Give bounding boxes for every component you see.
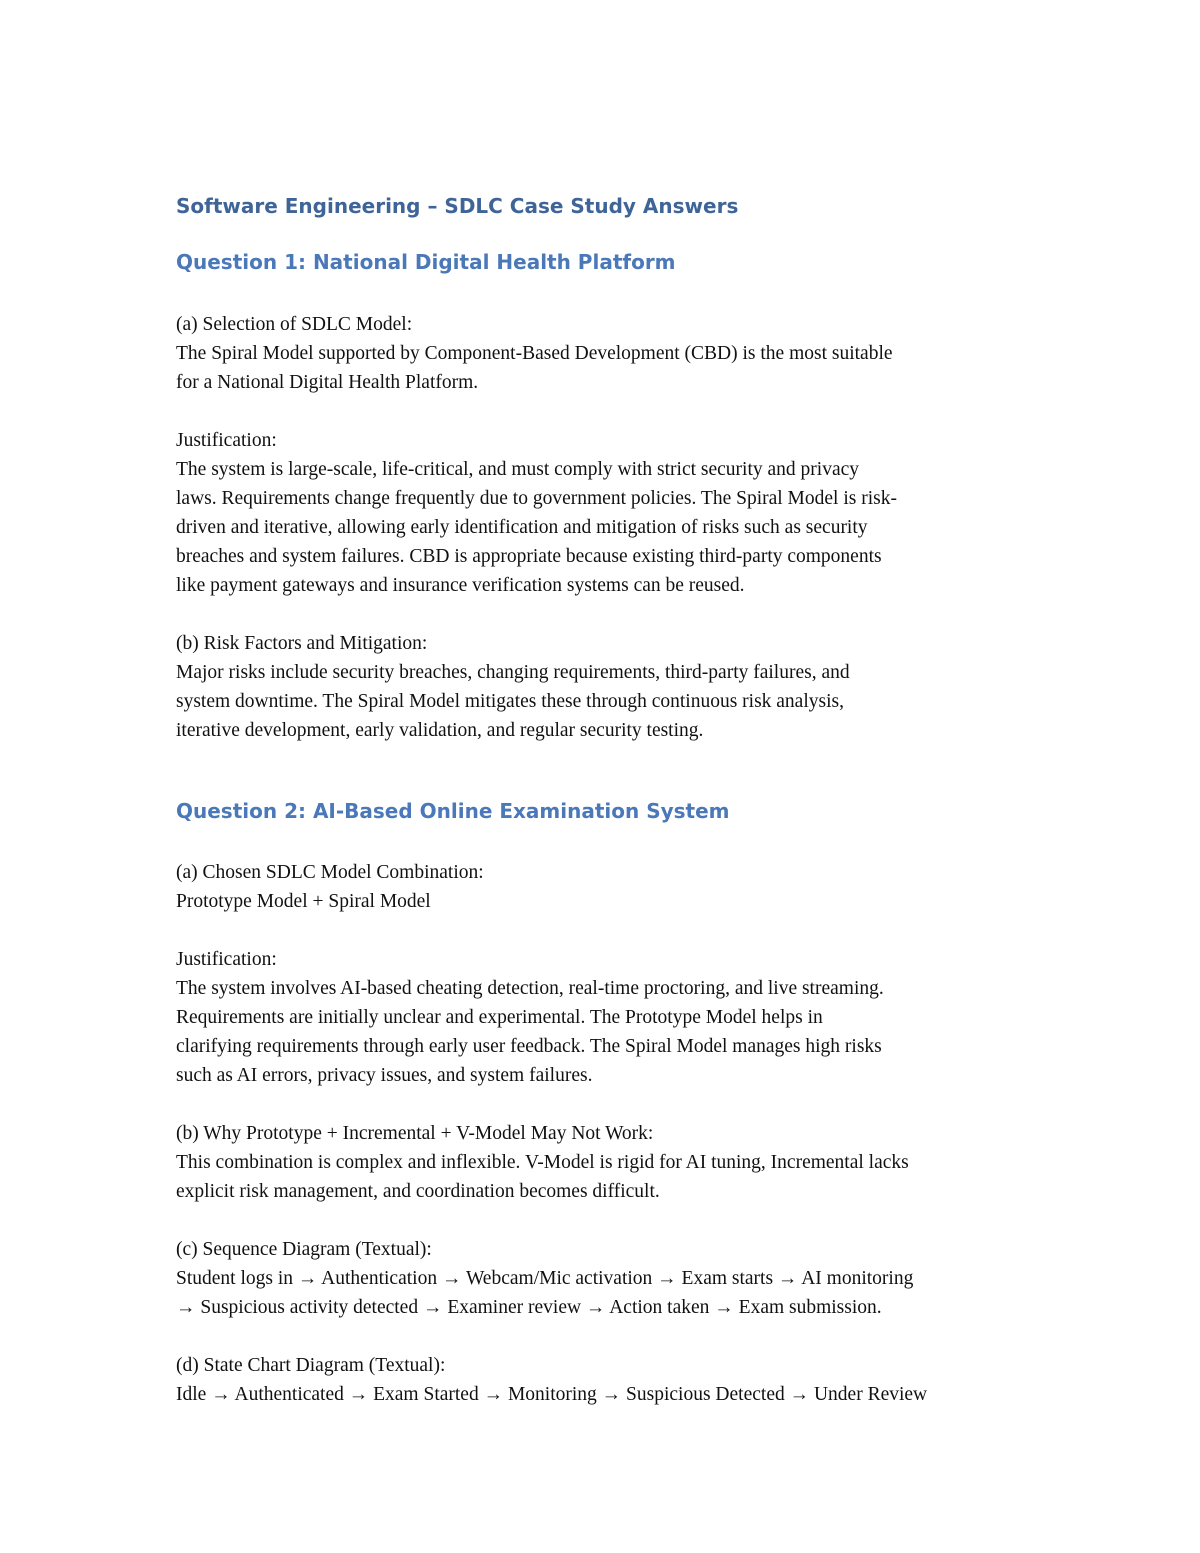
q1-justification-line: driven and iterative, allowing early identification and mitigation of risks such as security: [176, 517, 868, 538]
q1-a-line: The Spiral Model supported by Component-Based Development (CBD) is the most suitable: [176, 343, 893, 364]
q1-justification-line: like payment gateways and insurance verification systems can be reused.: [176, 575, 745, 596]
q2-justification-line: The system involves AI-based cheating detection, real-time proctoring, and live streaming.: [176, 978, 884, 999]
q2-a-label: (a) Chosen SDLC Model Combination:: [176, 862, 484, 883]
q2-heading: Question 2: AI-Based Online Examination System: [176, 799, 730, 823]
q2-c-line: → Suspicious activity detected → Examiner review → Action taken → Exam submission.: [176, 1297, 882, 1318]
q2-b-line: explicit risk management, and coordination becomes difficult.: [176, 1181, 660, 1202]
q1-justification-line: The system is large-scale, life-critical, and must comply with strict security and privacy: [176, 459, 860, 480]
q2-d-line: Idle → Authenticated → Exam Started → Monitoring → Suspicious Detected → Under Review: [176, 1384, 928, 1405]
q2-c-label: (c) Sequence Diagram (Textual):: [176, 1239, 432, 1260]
q2-d-label: (d) State Chart Diagram (Textual):: [176, 1355, 446, 1376]
q1-b-line: Major risks include security breaches, changing requirements, third-party failures, and: [176, 662, 850, 683]
q1-b-line: system downtime. The Spiral Model mitigates these through continuous risk analysis,: [176, 691, 844, 712]
q1-justification-line: laws. Requirements change frequently due to government policies. The Spiral Model is risk-: [176, 488, 897, 509]
q2-c-line: Student logs in → Authentication → Webcam/Mic activation → Exam starts → AI monitoring: [176, 1268, 914, 1289]
q1-a-line: for a National Digital Health Platform.: [176, 372, 479, 393]
document-title: Software Engineering – SDLC Case Study Answers: [176, 194, 739, 218]
q1-a-label: (a) Selection of SDLC Model:: [176, 314, 413, 335]
q2-b-line: This combination is complex and inflexible. V-Model is rigid for AI tuning, Incremental lacks: [176, 1152, 909, 1173]
q1-b-line: iterative development, early validation, and regular security testing.: [176, 720, 704, 741]
q1-justification-line: breaches and system failures. CBD is appropriate because existing third-party components: [176, 546, 882, 567]
q2-justification-line: such as AI errors, privacy issues, and system failures.: [176, 1065, 593, 1086]
q1-justification-label: Justification:: [176, 430, 277, 451]
q2-justification-line: Requirements are initially unclear and experimental. The Prototype Model helps in: [176, 1007, 823, 1028]
q2-b-label: (b) Why Prototype + Incremental + V-Model May Not Work:: [176, 1123, 654, 1144]
q2-a-line: Prototype Model + Spiral Model: [176, 891, 431, 912]
q2-justification-label: Justification:: [176, 949, 277, 970]
q1-heading: Question 1: National Digital Health Platform: [176, 250, 676, 274]
q2-justification-line: clarifying requirements through early user feedback. The Spiral Model manages high risks: [176, 1036, 882, 1057]
q1-b-label: (b) Risk Factors and Mitigation:: [176, 633, 428, 654]
